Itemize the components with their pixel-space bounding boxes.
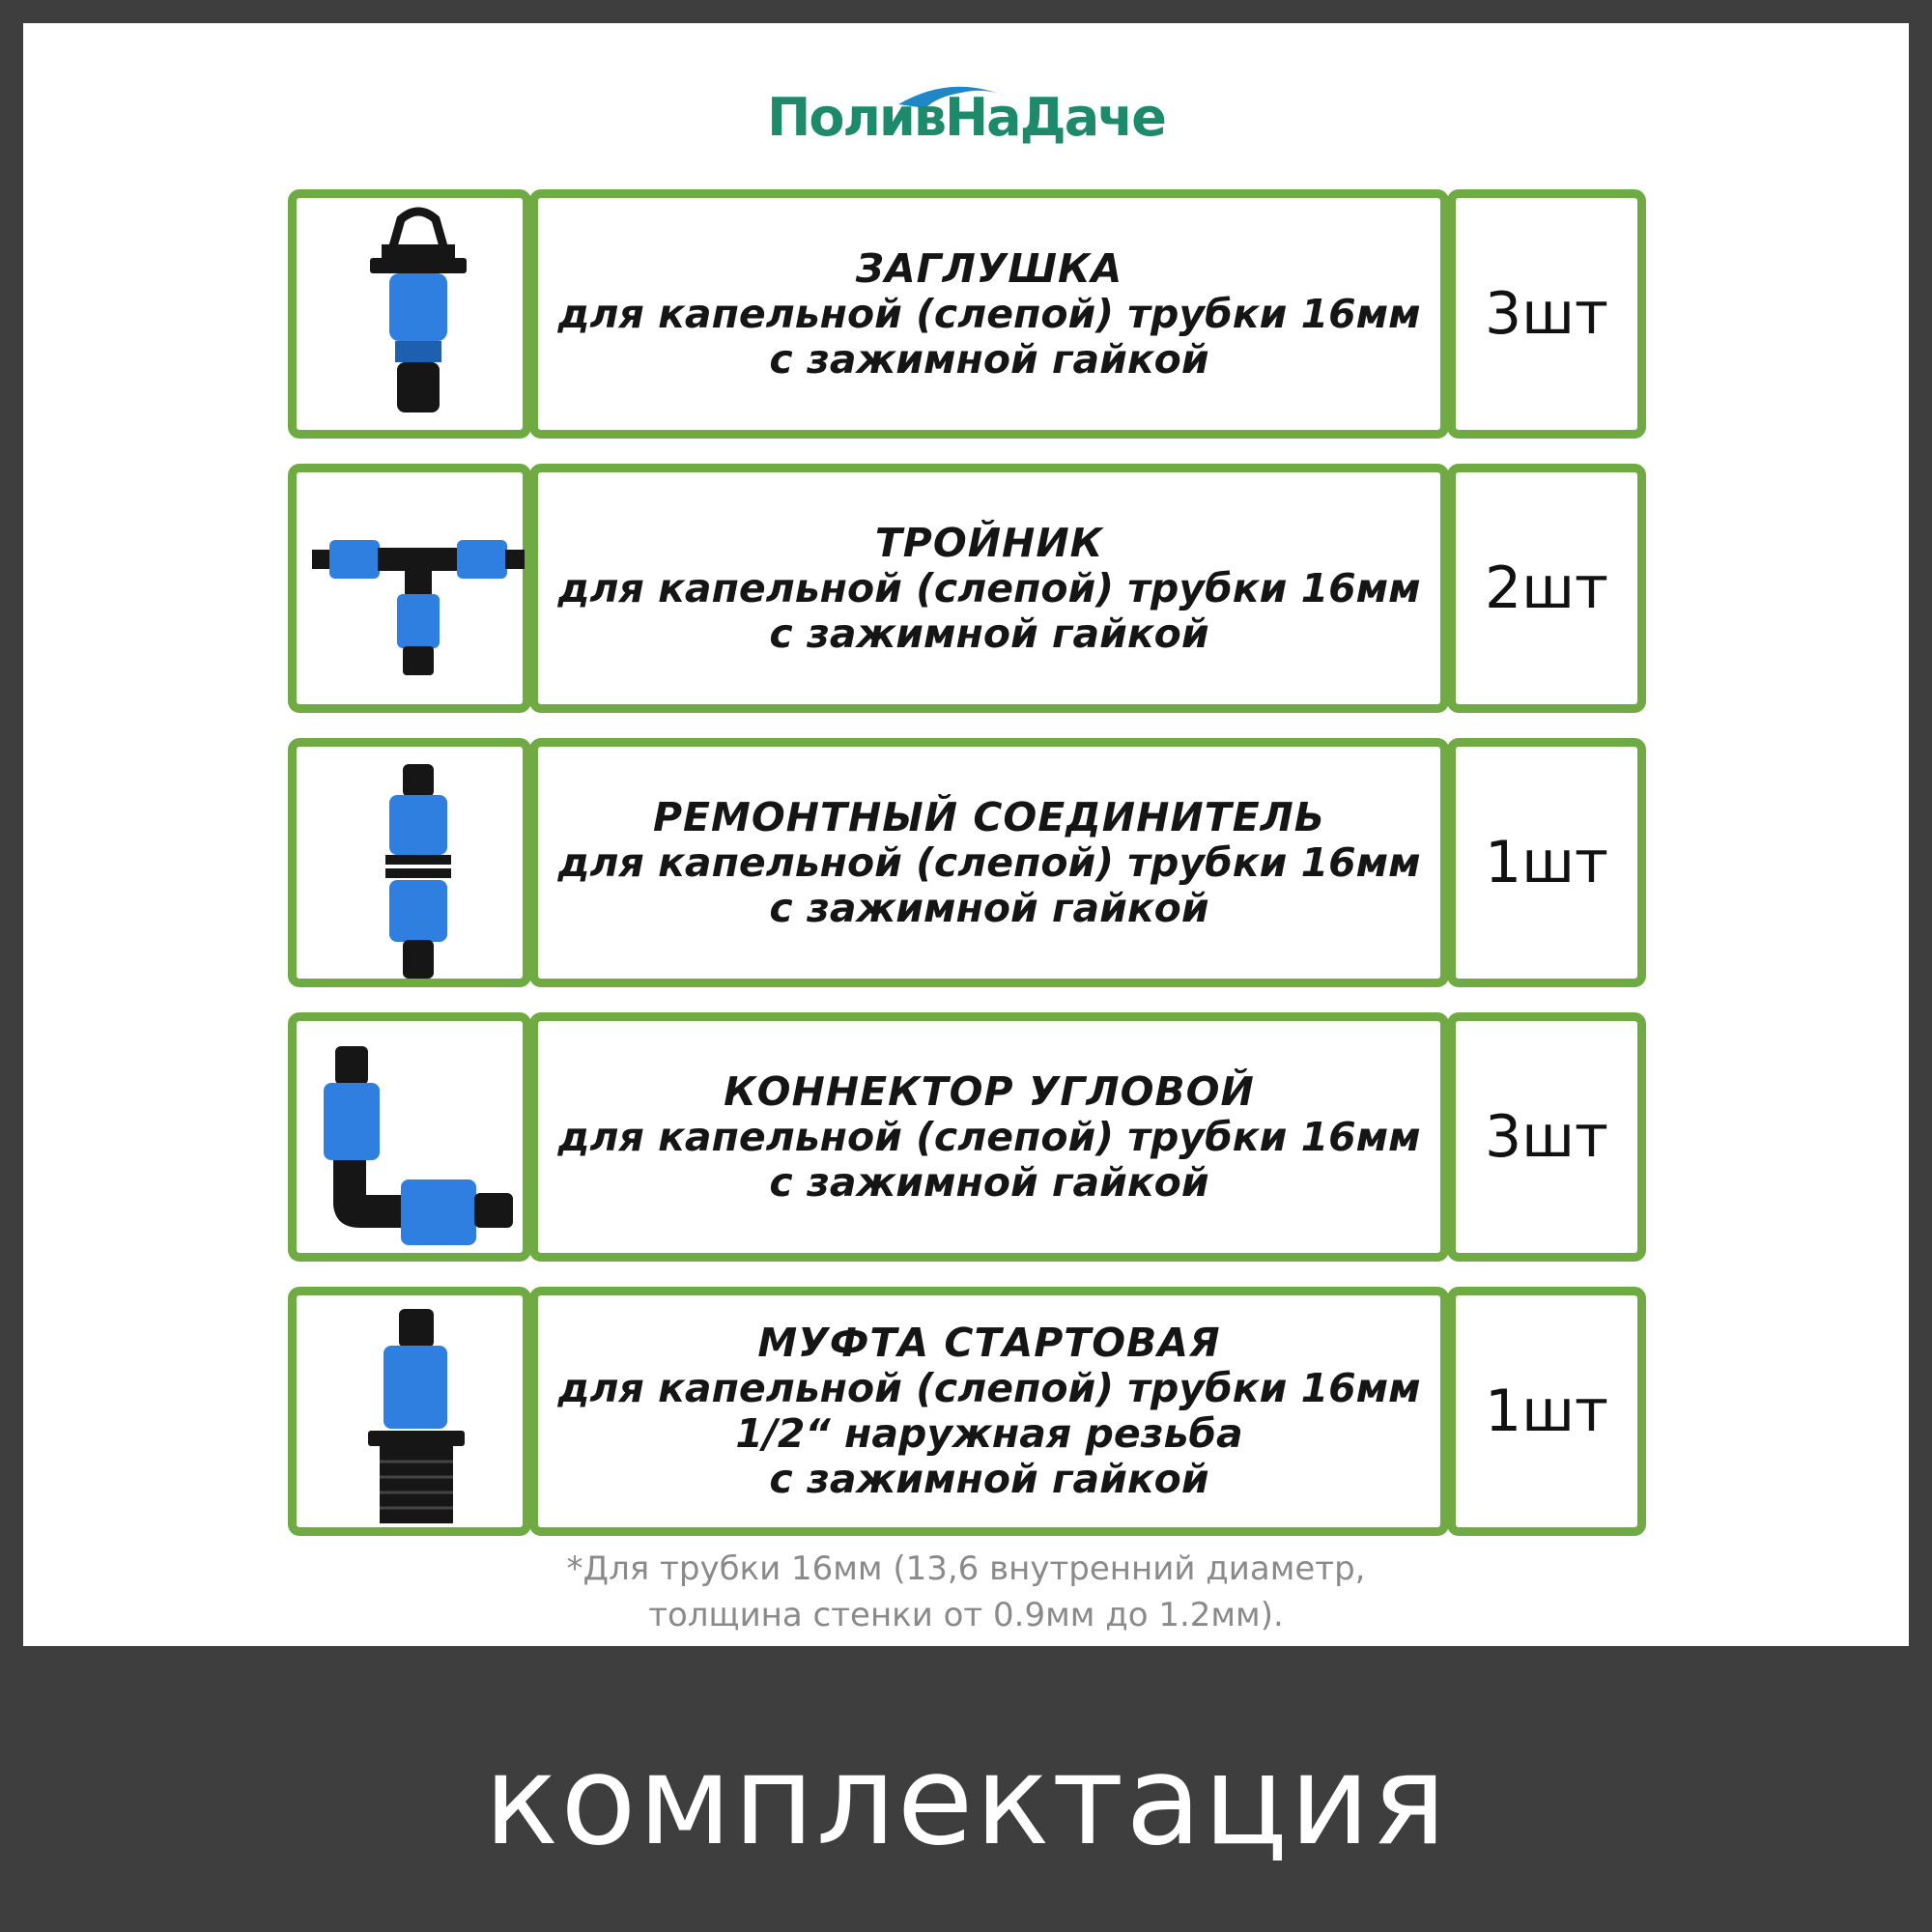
start-connector-cell: [288, 1287, 531, 1536]
item-line: с зажимной гайкой: [769, 1158, 1209, 1206]
footnote-line: толщина стенки от 0.9мм до 1.2мм).: [648, 1596, 1284, 1634]
kit-row-tee: [288, 464, 1646, 713]
drip-plug-icon: [297, 198, 540, 447]
elbow-connector-description: [529, 1012, 1449, 1262]
tee-connector-icon: [297, 472, 540, 722]
start-connector-quantity: 1шт: [1447, 1287, 1646, 1536]
item-line: с зажимной гайкой: [769, 1456, 1209, 1502]
tee-connector-cell: [288, 464, 531, 713]
tee-connector-quantity: 2шт: [1447, 464, 1646, 713]
item-line: с зажимной гайкой: [769, 335, 1209, 383]
svg-text:ПоливНаДаче: ПоливНаДаче: [767, 87, 1165, 148]
item-line: с зажимной гайкой: [769, 610, 1209, 657]
item-line: для капельной (слепой) трубки 16мм: [557, 290, 1421, 337]
drip-plug-description: [529, 189, 1449, 439]
item-line: 1/2“ наружная резьба: [735, 1410, 1243, 1457]
start-connector-description: [529, 1287, 1449, 1536]
tee-connector-description: [529, 464, 1449, 713]
item-title: МУФТА СТАРТОВАЯ: [757, 1320, 1221, 1366]
repair-coupling-quantity: 1шт: [1447, 738, 1646, 987]
item-title: КОННЕКТОР УГЛОВОЙ: [724, 1067, 1255, 1115]
footnote: [0, 1546, 1932, 1638]
item-title: РЕМОНТНЫЙ СОЕДИНИТЕЛЬ: [652, 793, 1326, 840]
kit-row-plug: [288, 189, 1646, 439]
kit-row-start: [288, 1287, 1646, 1536]
repair-coupling-icon: [297, 747, 540, 996]
elbow-connector-quantity: 3шт: [1447, 1012, 1646, 1262]
drip-plug-quantity: 3шт: [1447, 189, 1646, 439]
kit-row-elbow: [288, 1012, 1646, 1262]
brand-logo: [753, 75, 1179, 153]
item-title: ТРОЙНИК: [874, 519, 1104, 566]
item-title: ЗАГЛУШКА: [855, 244, 1123, 292]
repair-coupling-description: [529, 738, 1449, 987]
item-line: с зажимной гайкой: [769, 884, 1209, 931]
footnote-line: *Для трубки 16мм (13,6 внутренний диаметр,: [566, 1549, 1366, 1588]
drip-plug-cell: [288, 189, 531, 439]
kit-row-repair: [288, 738, 1646, 987]
elbow-connector-icon: [297, 1021, 540, 1270]
elbow-connector-cell: [288, 1012, 531, 1262]
item-line: для капельной (слепой) трубки 16мм: [557, 1365, 1421, 1411]
repair-coupling-cell: [288, 738, 531, 987]
footer-title: комплектация: [483, 1729, 1449, 1873]
item-line: для капельной (слепой) трубки 16мм: [557, 564, 1421, 611]
item-line: для капельной (слепой) трубки 16мм: [557, 1113, 1421, 1160]
start-connector-icon: [297, 1295, 540, 1545]
item-line: для капельной (слепой) трубки 16мм: [557, 838, 1421, 886]
